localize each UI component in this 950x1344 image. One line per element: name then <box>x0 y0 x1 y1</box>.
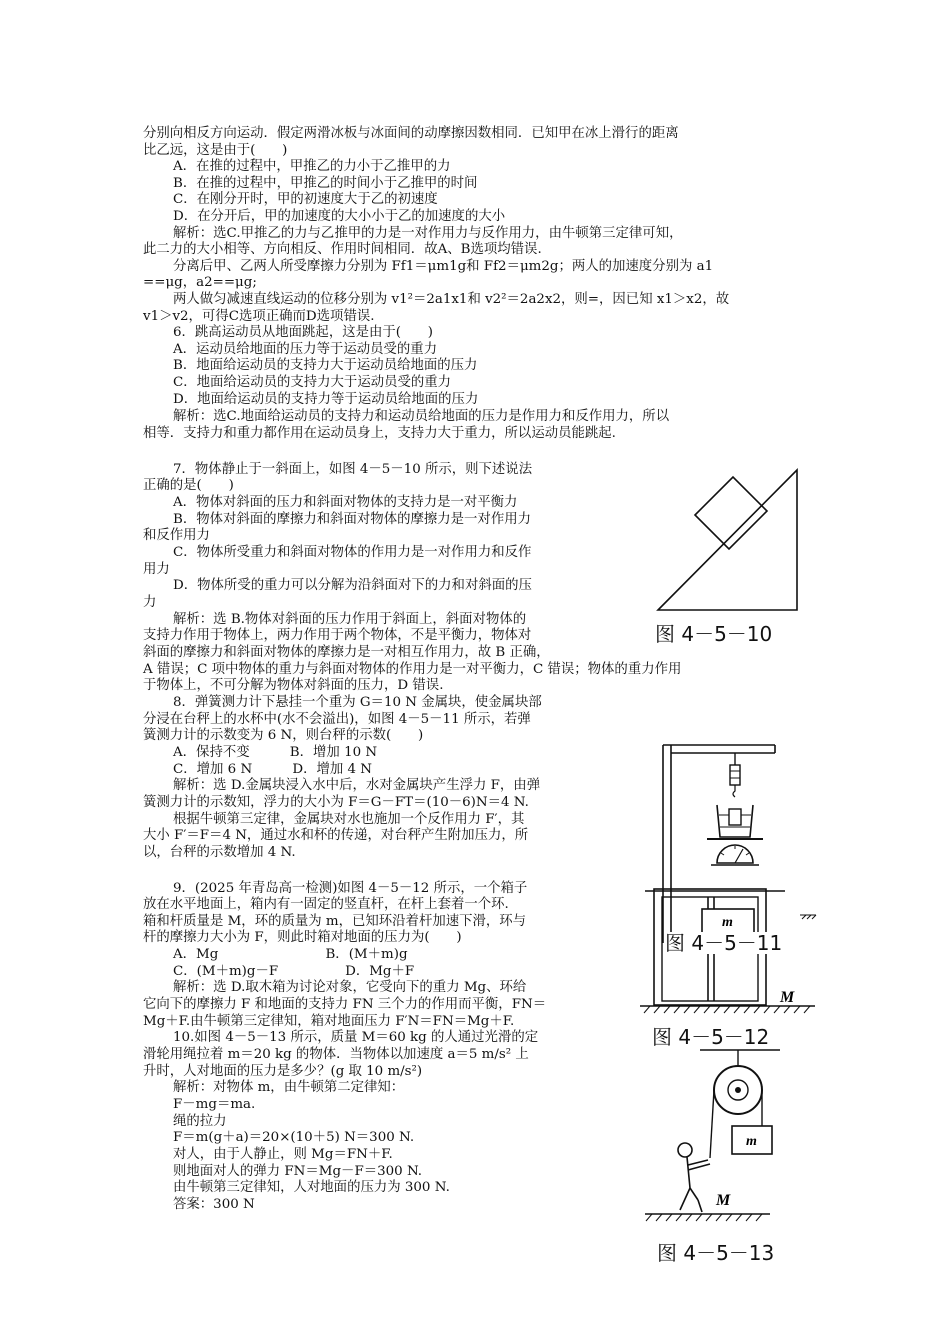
text-line: 则地面对人的弹力 FN＝Mg－F＝300 N. <box>173 1164 423 1179</box>
text-line: 相等．支持力和重力都作用在运动员身上，支持力大于重力，所以运动员能跳起. <box>143 426 616 441</box>
text-line: 以，台秤的示数增加 4 N. <box>143 845 296 860</box>
text-line: A．运动员给地面的压力等于运动员受的重力 <box>173 342 438 357</box>
text-line: B．地面给运动员的支持力大于运动员给地面的压力 <box>173 358 478 373</box>
text-line: 8．弹簧测力计下悬挂一个重为 G＝10 N 金属块，使金属块部 <box>173 695 542 710</box>
text-line: 比乙远，这是由于( ) <box>143 143 288 158</box>
text-line: ==μg，a2==μg; <box>143 275 257 290</box>
text-line: A．物体对斜面的压力和斜面对物体的支持力是一对平衡力 <box>173 495 518 510</box>
text-line: 大小 F′＝F＝4 N，通过水和杯的传递，对台秤产生附加压力，所 <box>143 828 529 843</box>
text-line: 10.如图 4－5－13 所示，质量 M＝60 kg 的人通过光滑的定 <box>173 1030 539 1045</box>
text-line: C．增加 6 N D．增加 4 N <box>173 762 372 777</box>
text-line: 滑轮用绳拉着 m＝20 kg 的物体．当物体以加速度 a＝5 m/s² 上 <box>143 1047 529 1062</box>
text-line: 解析：选C.地面给运动员的支持力和运动员给地面的压力是作用力和反作用力，所以 <box>173 409 670 424</box>
text-line: 两人做匀减速直线运动的位移分别为 v1²＝2a1x1和 v2²＝2a2x2，则=，因已知 x1＞x2，故 <box>173 292 730 307</box>
text-line: 用力 <box>143 562 170 577</box>
label-M: M <box>780 989 795 1006</box>
text-line: 分别向相反方向运动．假定两滑冰板与冰面间的动摩擦因数相同．已知甲在冰上滑行的距离 <box>143 126 679 141</box>
text-line: 和反作用力 <box>143 528 210 543</box>
text-line: D．在分开后，甲的加速度的大小小于乙的加速度的大小 <box>173 209 506 224</box>
text-line: F＝m(g＋a)＝20×(10＋5) N＝300 N. <box>173 1130 415 1145</box>
text-line: D．地面给运动员的支持力等于运动员给地面的压力 <box>173 392 479 407</box>
text-line: B．物体对斜面的摩擦力和斜面对物体的摩擦力是一对作用力 <box>173 512 531 527</box>
text-line: 分浸在台秤上的水杯中(水不会溢出)，如图 4－5－11 所示，若弹 <box>143 712 531 727</box>
text-line: 支持力作用于物体上，两力作用于两个物体，不是平衡力，物体对 <box>143 628 532 643</box>
text-line: D．物体所受的重力可以分解为沿斜面对下的力和对斜面的压 <box>173 578 532 593</box>
figure-pulley-person <box>640 1040 790 1225</box>
text-line: 9．(2025 年青岛高一检测)如图 4－5－12 所示，一个箱子 <box>173 881 528 896</box>
text-line: 此二力的大小相等、方向相反、作用时间相同．故A、B选项均错误. <box>143 242 542 257</box>
text-line: Mg＋F.由牛顿第三定律知，箱对地面压力 F′N＝FN＝Mg＋F. <box>143 1014 515 1029</box>
label-m: m <box>746 1134 757 1149</box>
text-line: 绳的拉力 <box>173 1114 227 1129</box>
text-line: 箱和杆质量是 M，环的质量为 m，已知环沿着杆加速下滑，环与 <box>143 914 527 929</box>
text-line: 由牛顿第三定律知，人对地面的压力为 300 N. <box>173 1180 450 1195</box>
figure-caption: 图 4－5－12 <box>652 1025 770 1049</box>
label-m: m <box>722 915 733 930</box>
text-line: 解析：选 B.物体对斜面的压力作用于斜面上，斜面对物体的 <box>173 612 527 627</box>
text-line: C．(M＋m)g－F D．Mg＋F <box>173 964 415 979</box>
text-line: 簧测力计的示数变为 6 N，则台秤的示数( ) <box>143 728 424 743</box>
text-line: A．Mg B．(M＋m)g <box>173 947 408 962</box>
text-line: 簧测力计的示数知，浮力的大小为 F＝G－FT＝(10－6)N＝4 N. <box>143 795 529 810</box>
text-line: 解析：选 D.金属块浸入水中后，水对金属块产生浮力 F，由弹 <box>173 778 541 793</box>
text-line: 杆的摩擦力大小为 F，则此时箱对地面的压力为( ) <box>143 930 462 945</box>
text-line: 放在水平地面上，箱内有一固定的竖直杆，在杆上套着一个环. <box>143 897 509 912</box>
figure-incline <box>655 465 835 615</box>
figure-box-rod <box>640 885 815 1025</box>
text-line: B．在推的过程中，甲推乙的时间小于乙推甲的时间 <box>173 176 478 191</box>
text-line: C．物体所受重力和斜面对物体的作用力是一对作用力和反作 <box>173 545 532 560</box>
text-line: C．地面给运动员的支持力大于运动员受的重力 <box>173 375 452 390</box>
text-line: C．在刚分开时，甲的初速度大于乙的初速度 <box>173 192 438 207</box>
text-line: 6．跳高运动员从地面跳起，这是由于( ) <box>173 325 433 340</box>
text-line: 根据牛顿第三定律，金属块对水也施加一个反作用力 F′，其 <box>173 812 525 827</box>
text-line: 正确的是( ) <box>143 478 234 493</box>
text-line: 斜面的摩擦力和斜面对物体的摩擦力是一对相互作用力，故 B 正确， <box>143 645 550 660</box>
text-line: 解析：选 D.取木箱为讨论对象，它受向下的重力 Mg、环给 <box>173 980 527 995</box>
text-line: 升时，人对地面的压力是多少？(g 取 10 m/s²) <box>143 1064 423 1079</box>
text-line: 分离后甲、乙两人所受摩擦力分别为 Ff1＝μm1g和 Ff2＝μm2g；两人的加速度分别为 a1 <box>173 259 714 274</box>
text-line: 解析：对物体 m，由牛顿第二定律知： <box>173 1080 405 1095</box>
text-line: v1＞v2，可得C选项正确而D选项错误. <box>143 309 375 324</box>
figure-caption: 图 4－5－10 <box>655 622 773 646</box>
text-line: 于物体上，不可分解为物体对斜面的压力，D 错误. <box>143 678 444 693</box>
figure-caption: 图 4－5－11 <box>665 931 783 955</box>
text-line: 力 <box>143 595 157 610</box>
text-line: 它向下的摩擦力 F 和地面的支持力 FN 三个力的作用而平衡，FN＝ <box>143 997 547 1012</box>
text-line: A．在推的过程中，甲推乙的力小于乙推甲的力 <box>173 159 451 174</box>
label-M: M <box>716 1192 731 1209</box>
text-line: 解析：选C.甲推乙的力与乙推甲的力是一对作用力与反作用力，由牛顿第三定律可知， <box>173 226 683 241</box>
figure-caption: 图 4－5－13 <box>657 1241 775 1265</box>
text-line: A．保持不变 B．增加 10 N <box>173 745 378 760</box>
text-line: F－mg＝ma. <box>173 1097 256 1112</box>
text-line: 答案：300 N <box>173 1197 255 1212</box>
text-line: A 错误；C 项中物体的重力与斜面对物体的作用力是一对平衡力，C 错误；物体的重力作用 <box>143 662 682 677</box>
text-line: 对人，由于人静止，则 Mg＝FN＋F. <box>173 1147 393 1162</box>
text-line: 7．物体静止于一斜面上，如图 4－5－10 所示，则下述说法 <box>173 462 533 477</box>
